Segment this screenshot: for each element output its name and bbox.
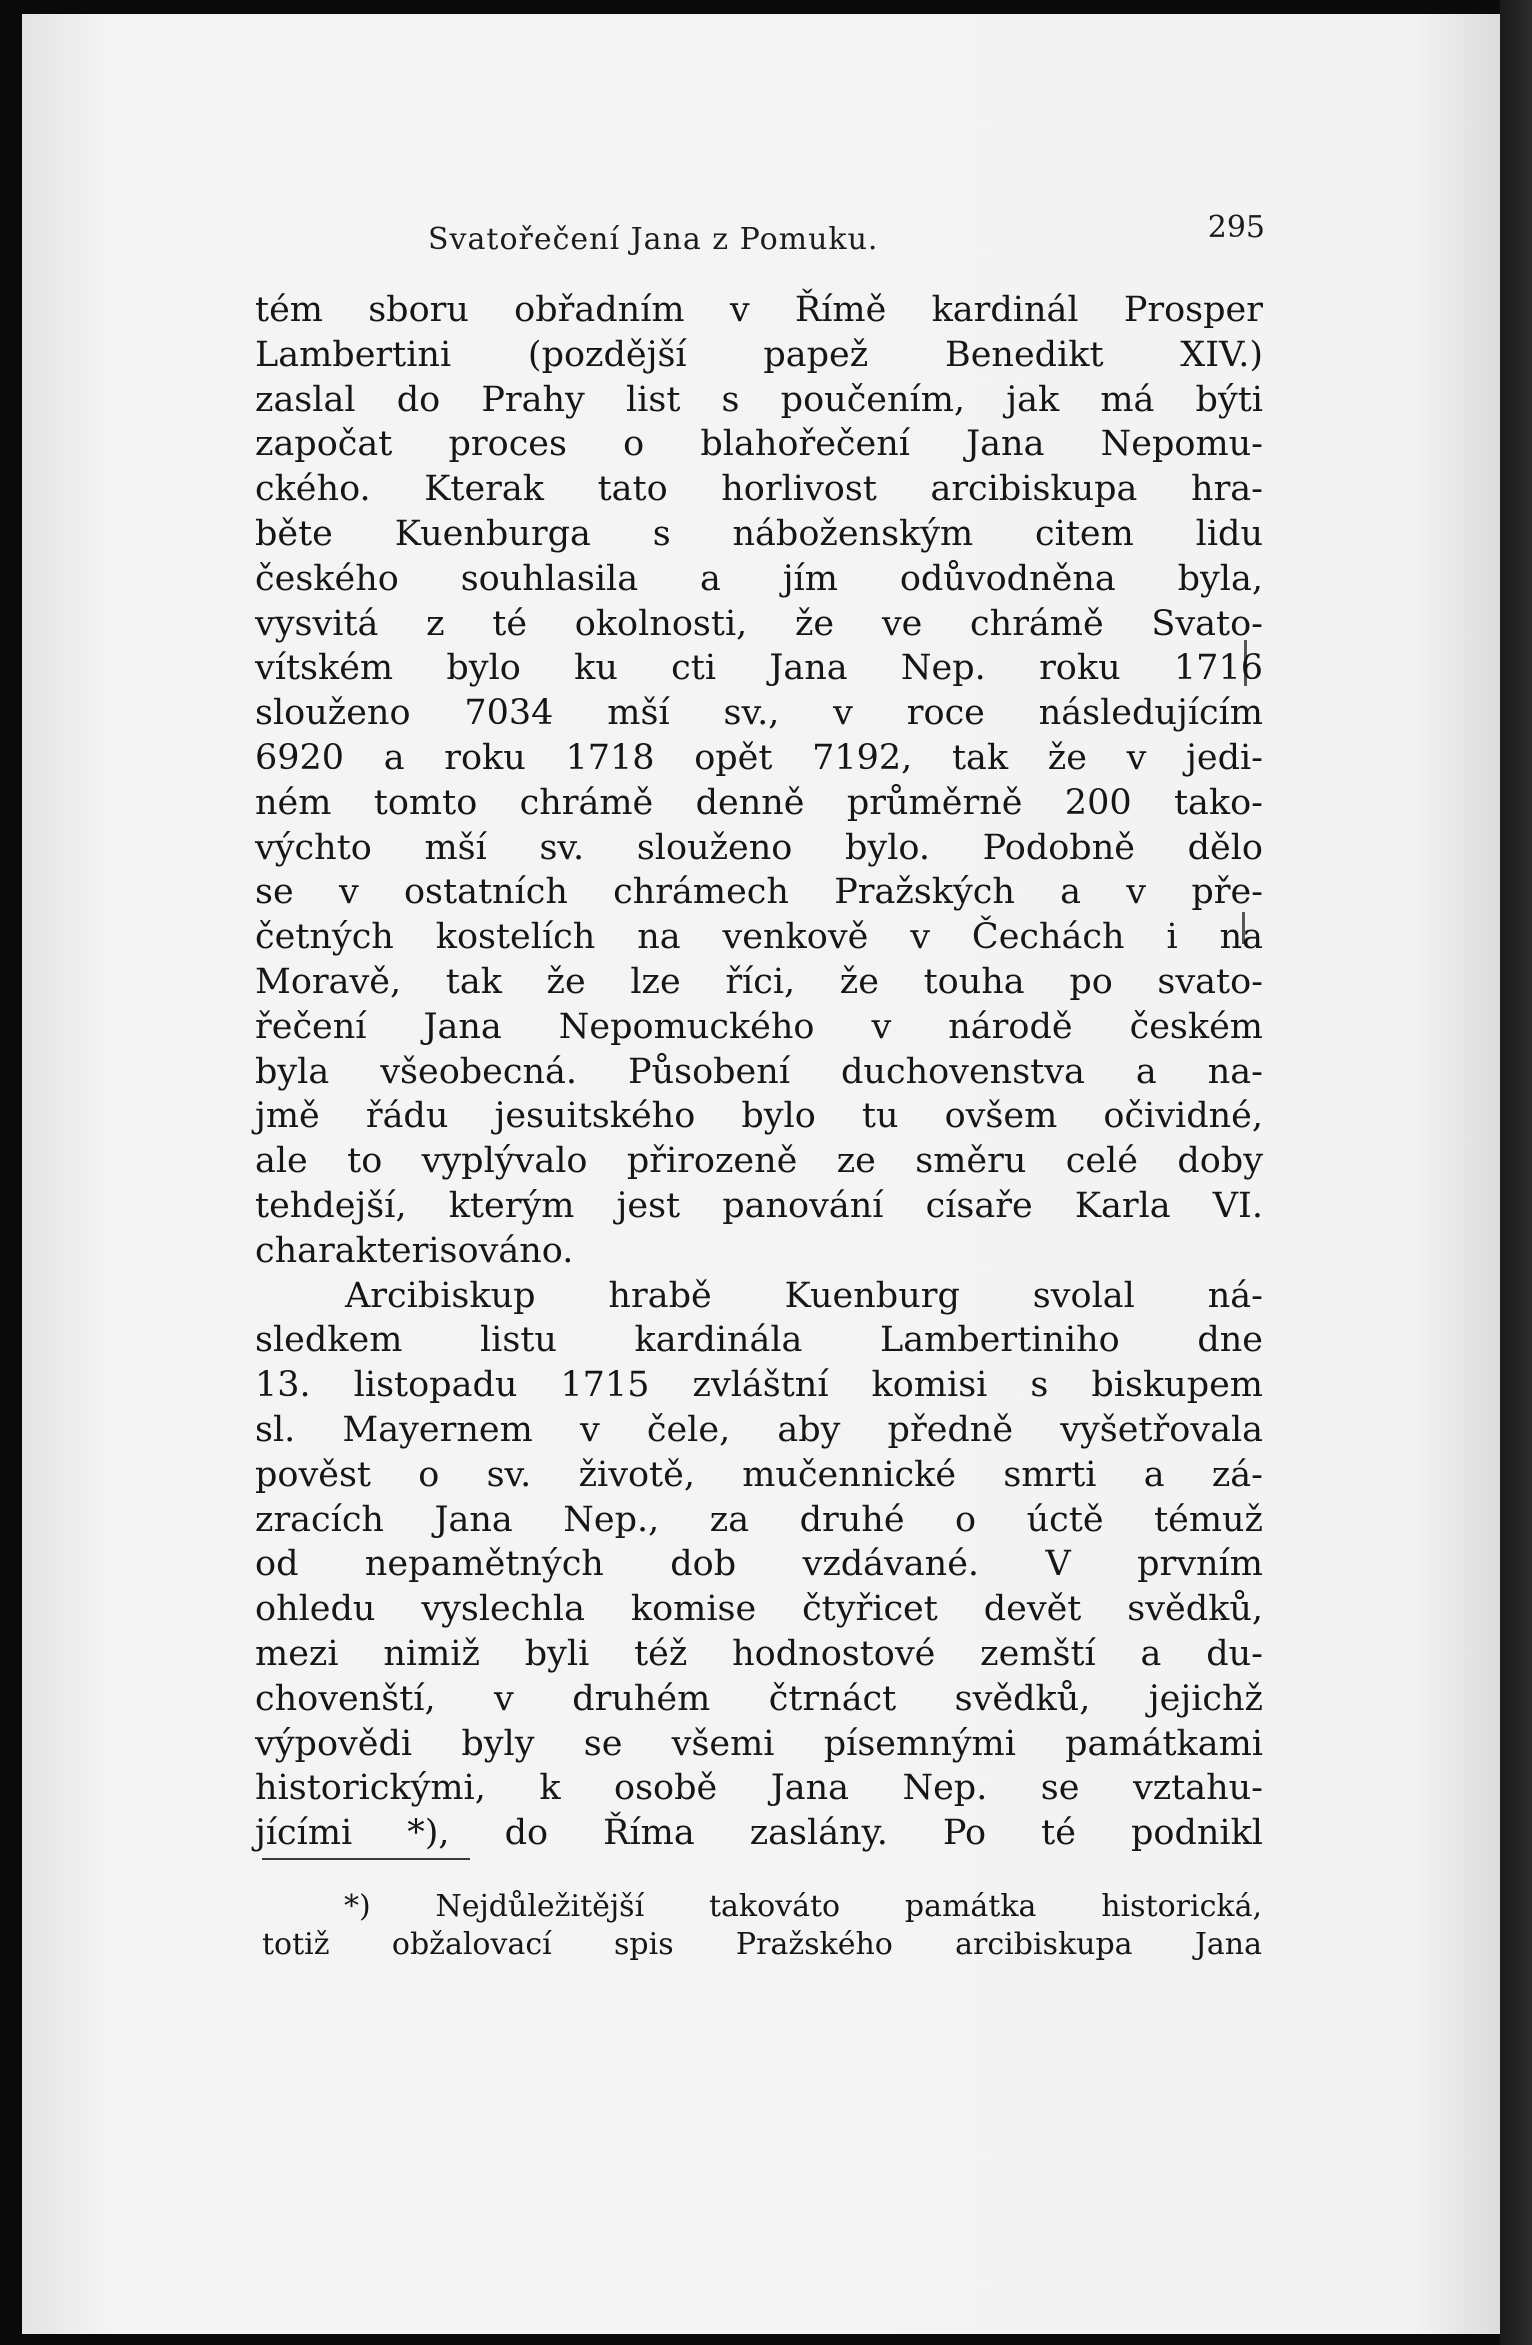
text-line: 6920 a roku 1718 opět 7192, tak že v jedi-: [255, 737, 1263, 778]
footnote-line: totiž obžalovací spis Pražského arcibiskupa Jana: [262, 1927, 1262, 1962]
text-line: sledkem listu kardinála Lambertiniho dne: [255, 1320, 1263, 1361]
text-line: četných kostelích na venkově v Čechách i na: [255, 917, 1263, 958]
text-line: chovenští, v druhém čtrnáct svědků, jejichž: [255, 1678, 1263, 1719]
text-line: zaslal do Prahy list s poučením, jak má býti: [255, 379, 1263, 420]
text-line: mezi nimiž byli též hodnostové zemští a du-: [255, 1633, 1263, 1674]
text-line: ném tomto chrámě denně průměrně 200 tako-: [255, 782, 1263, 823]
text-line: od nepamětných dob vzdávané. V prvním: [255, 1544, 1263, 1585]
text-line: českého souhlasila a jím odůvodněna byla,: [255, 558, 1263, 599]
text-line: ale to vyplývalo přirozeně ze směru celé doby: [255, 1141, 1263, 1182]
book-edge: [1500, 0, 1532, 2345]
text-line: 13. listopadu 1715 zvláštní komisi s biskupem: [255, 1365, 1263, 1406]
text-line: historickými, k osobě Jana Nep. se vztahu-: [255, 1768, 1263, 1809]
text-line: zracích Jana Nep., za druhé o úctě témuž: [255, 1499, 1263, 1540]
text-line: byla všeobecná. Působení duchovenstva a na-: [255, 1051, 1263, 1092]
text-line: jícími *), do Říma zaslány. Po té podnikl: [255, 1813, 1263, 1854]
text-line: vysvitá z té okolnosti, že ve chrámě Svato-: [255, 603, 1263, 644]
running-title: Svatořečení Jana z Pomuku.: [428, 222, 879, 257]
text-line: ckého. Kterak tato horlivost arcibiskupa hra-: [255, 469, 1263, 510]
text-line: ohledu vyslechla komise čtyřicet devět svědků,: [255, 1589, 1263, 1630]
text-line: pověst o sv. životě, mučennické smrti a zá-: [255, 1454, 1263, 1495]
text-line: se v ostatních chrámech Pražských a v pře-: [255, 872, 1263, 913]
text-line: Moravě, tak že lze říci, že touha po svato-: [255, 961, 1263, 1002]
text-line: běte Kuenburga s náboženským citem lidu: [255, 513, 1263, 554]
footnote-line: *) Nejdůležitější takováto památka historická,: [344, 1889, 1262, 1924]
text-line: započat proces o blahořečení Jana Nepomu-: [255, 424, 1263, 465]
body-text: [255, 288, 1263, 1856]
footnote-divider: [262, 1858, 470, 1860]
text-line: Lambertini (pozdější papež Benedikt XIV.): [255, 334, 1263, 375]
text-line: sl. Mayernem v čele, aby předně vyšetřovala: [255, 1409, 1263, 1450]
text-line: výchto mší sv. slouženo bylo. Podobně dělo: [255, 827, 1263, 868]
text-line: tém sboru obřadním v Římě kardinál Prosper: [255, 290, 1263, 330]
text-line: vítském bylo ku cti Jana Nep. roku 1716: [255, 648, 1263, 689]
paragraph-end-line: charakterisováno.: [255, 1230, 574, 1271]
text-line: řečení Jana Nepomuckého v národě českém: [255, 1006, 1263, 1047]
text-line: výpovědi byly se všemi písemnými památkami: [255, 1723, 1263, 1764]
page-header: [260, 210, 1265, 270]
footnote: [262, 1888, 1262, 1964]
text-line: tehdejší, kterým jest panování císaře Karla VI.: [255, 1185, 1263, 1226]
paragraph-start-line: Arcibiskup hrabě Kuenburg svolal ná-: [345, 1275, 1263, 1316]
text-line: jmě řádu jesuitského bylo tu ovšem očividné,: [255, 1096, 1263, 1137]
page-number: 295: [1207, 210, 1265, 245]
text-line: slouženo 7034 mší sv., v roce následujícím: [255, 693, 1263, 734]
